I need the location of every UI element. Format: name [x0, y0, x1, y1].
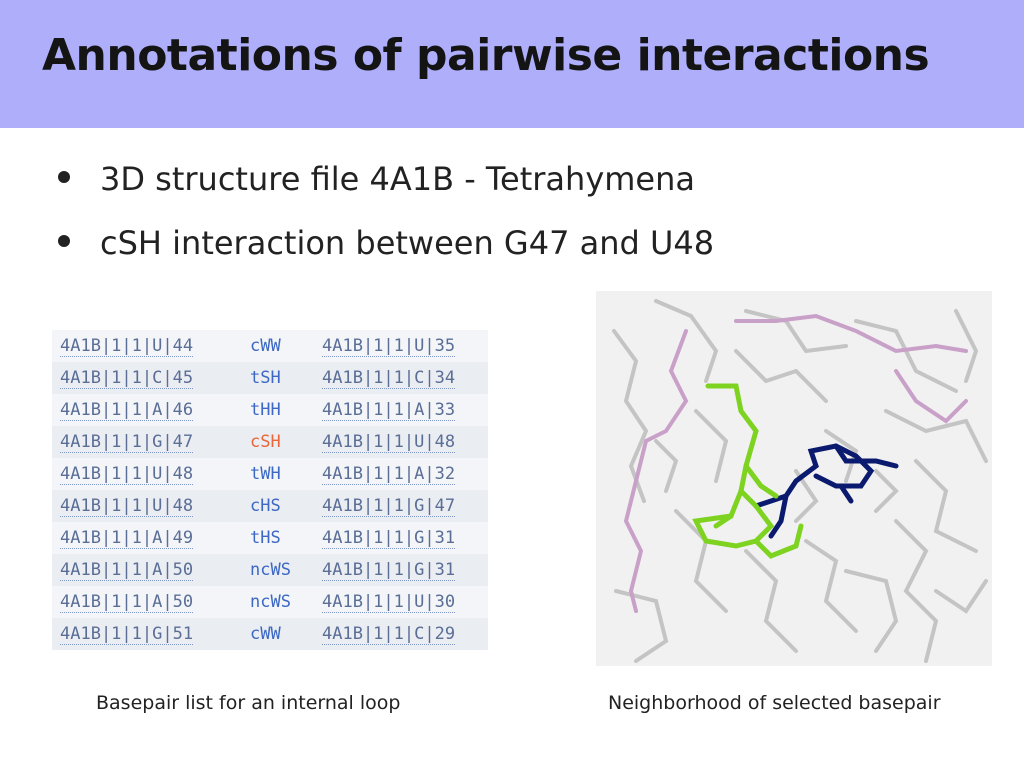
nucleotide-link[interactable]: 4A1B|1|1|G|47 [322, 496, 456, 516]
bullet-text: cSH interaction between G47 and U48 [100, 224, 715, 262]
basepair-row [52, 618, 488, 650]
nucleotide-link[interactable]: 4A1B|1|1|A|32 [322, 464, 456, 484]
interaction-type[interactable]: cHS [250, 496, 281, 516]
selected-nucleotide-G47 [696, 386, 801, 556]
molecule-3d-render [596, 291, 992, 666]
nucleotide-link[interactable]: 4A1B|1|1|A|33 [322, 400, 456, 420]
interaction-type[interactable]: cWW [250, 624, 281, 644]
nucleotide-link[interactable]: 4A1B|1|1|G|51 [60, 624, 194, 644]
basepair-row [52, 394, 488, 426]
interaction-type[interactable]: ncWS [250, 560, 291, 580]
nucleotide-link[interactable]: 4A1B|1|1|U|48 [322, 432, 456, 452]
basepair-row [52, 458, 488, 490]
nucleotide-link[interactable]: 4A1B|1|1|C|29 [322, 624, 456, 644]
caption-basepair-list: Basepair list for an internal loop [96, 692, 401, 714]
interaction-type[interactable]: cWW [250, 336, 281, 356]
nucleotide-link[interactable]: 4A1B|1|1|G|47 [60, 432, 194, 452]
nucleotide-link[interactable]: 4A1B|1|1|U|44 [60, 336, 194, 356]
nucleotide-link[interactable]: 4A1B|1|1|U|35 [322, 336, 456, 356]
nucleotide-link[interactable]: 4A1B|1|1|C|34 [322, 368, 456, 388]
basepair-row [52, 362, 488, 394]
nucleotide-link[interactable]: 4A1B|1|1|A|50 [60, 592, 194, 612]
basepair-row [52, 554, 488, 586]
nucleotide-link[interactable]: 4A1B|1|1|C|45 [60, 368, 194, 388]
nucleotide-link[interactable]: 4A1B|1|1|U|48 [60, 464, 194, 484]
bullet-dot-icon [58, 171, 70, 183]
nucleotide-link[interactable]: 4A1B|1|1|A|46 [60, 400, 194, 420]
selected-nucleotide-U48 [756, 446, 896, 536]
nucleotide-link[interactable]: 4A1B|1|1|G|31 [322, 560, 456, 580]
basepair-row [52, 490, 488, 522]
interaction-type[interactable]: tSH [250, 368, 281, 388]
bullet-item [58, 156, 714, 220]
basepair-row [52, 330, 488, 362]
caption-neighborhood: Neighborhood of selected basepair [608, 692, 941, 714]
nucleotide-link[interactable]: 4A1B|1|1|G|31 [322, 528, 456, 548]
bullet-list [58, 156, 714, 284]
bullet-item [58, 220, 714, 284]
basepair-row [52, 426, 488, 458]
nucleotide-link[interactable]: 4A1B|1|1|A|49 [60, 528, 194, 548]
bullet-dot-icon [58, 235, 70, 247]
slide-title: Annotations of pairwise interactions [42, 30, 930, 81]
interaction-type[interactable]: tHS [250, 528, 281, 548]
interaction-type[interactable]: ncWS [250, 592, 291, 612]
nucleotide-link[interactable]: 4A1B|1|1|A|50 [60, 560, 194, 580]
nucleotide-link[interactable]: 4A1B|1|1|U|48 [60, 496, 194, 516]
interaction-type[interactable]: tHH [250, 400, 281, 420]
structure-viewer[interactable] [596, 291, 992, 666]
interaction-type[interactable]: cSH [250, 432, 281, 452]
basepair-list [52, 330, 488, 650]
basepair-row [52, 522, 488, 554]
basepair-row [52, 586, 488, 618]
bullet-text: 3D structure file 4A1B - Tetrahymena [100, 160, 695, 198]
title-bar [0, 0, 1024, 128]
nucleotide-link[interactable]: 4A1B|1|1|U|30 [322, 592, 456, 612]
interaction-type[interactable]: tWH [250, 464, 281, 484]
